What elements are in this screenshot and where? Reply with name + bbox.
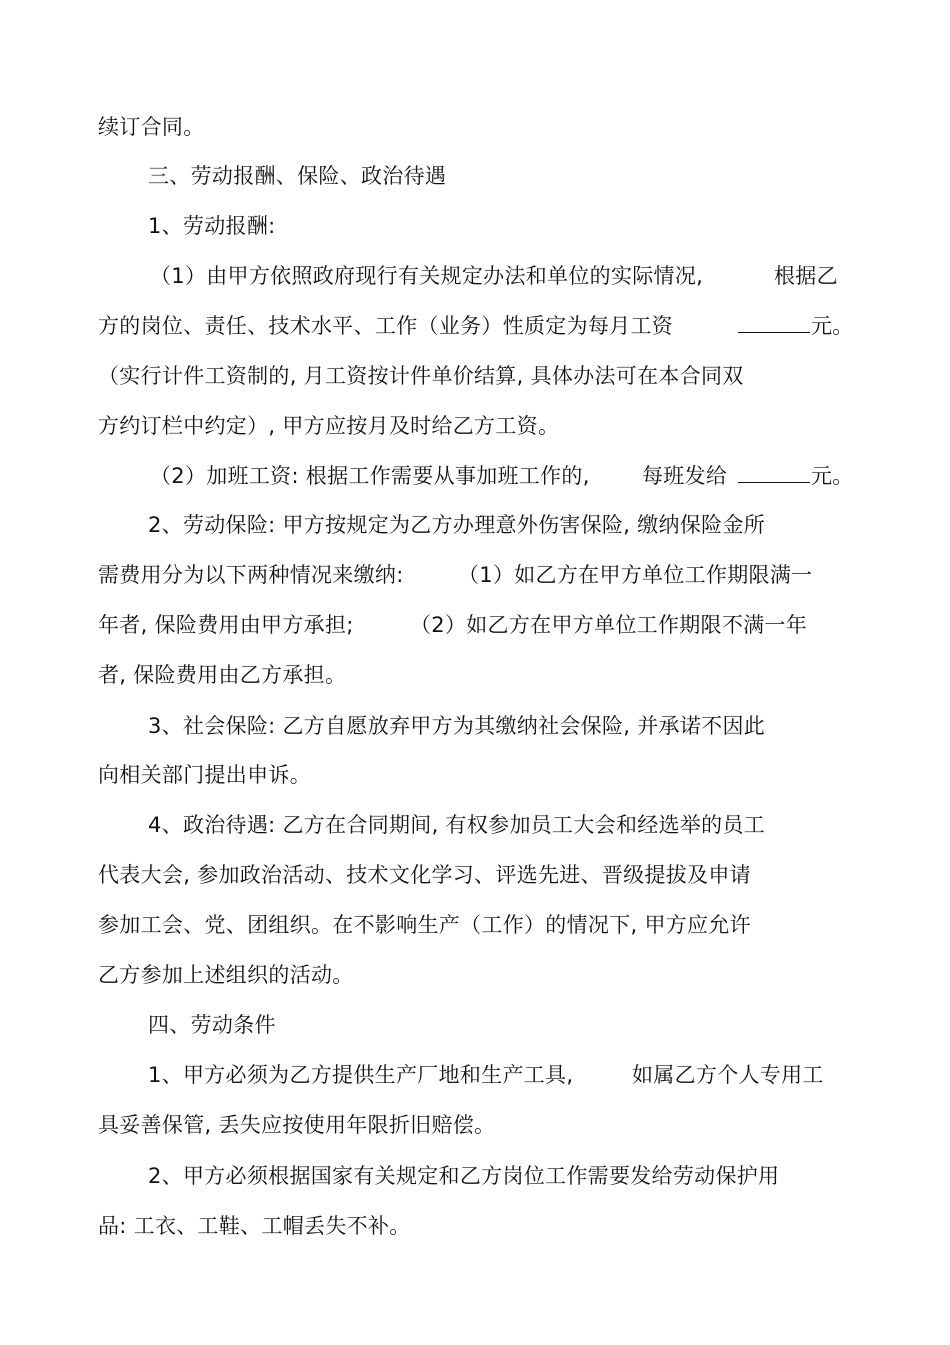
text-line: 参加工会、党、团组织。在不影响生产（工作）的情况下, 甲方应允许: [98, 913, 751, 937]
text-line: 如属乙方个人专用工: [632, 1063, 824, 1087]
text-line: 需费用分为以下两种情况来缴纳:: [98, 563, 404, 587]
text-line: 方约订栏中约定）, 甲方应按月及时给乙方工资。: [98, 414, 560, 438]
salary-blank: [738, 312, 810, 333]
text-line: 向相关部门提出申诉。: [98, 763, 311, 787]
text-line: 续订合同。: [98, 115, 205, 139]
text-line: 品: 工衣、工鞋、工帽丢失不补。: [98, 1214, 411, 1238]
text-line: 2、甲方必须根据国家有关规定和乙方岗位工作需要发给劳动保护用: [148, 1164, 780, 1188]
text-line: 乙方参加上述组织的活动。: [98, 963, 354, 987]
section-heading: 三、劳动报酬、保险、政治待遇: [148, 164, 447, 188]
text-line: 具妥善保管, 丢失应按使用年限折旧赔偿。: [98, 1113, 496, 1137]
text-line: 每班发给: [642, 464, 728, 488]
text-line: 元。: [811, 314, 854, 338]
text-line: 元。: [811, 464, 854, 488]
subsection-heading: 1、劳动报酬:: [148, 214, 276, 238]
text-line: 者, 保险费用由乙方承担。: [98, 663, 347, 687]
text-line: （1）如乙方在甲方单位工作期限满一: [458, 563, 813, 587]
text-line: 根据乙: [774, 264, 838, 288]
text-line: （2）加班工资: 根据工作需要从事加班工作的,: [150, 464, 590, 488]
text-line: （2）如乙方在甲方单位工作期限不满一年: [410, 613, 808, 637]
text-line: 4、政治待遇: 乙方在合同期间, 有权参加员工大会和经选举的员工: [148, 813, 766, 837]
text-line: 3、社会保险: 乙方自愿放弃甲方为其缴纳社会保险, 并承诺不因此: [148, 714, 766, 738]
text-line: 2、劳动保险: 甲方按规定为乙方办理意外伤害保险, 缴纳保险金所: [148, 513, 766, 537]
overtime-blank: [738, 462, 810, 483]
text-line: （实行计件工资制的, 月工资按计件单价结算, 具体办法可在本合同双: [98, 364, 744, 388]
section-heading: 四、劳动条件: [148, 1013, 276, 1037]
text-line: 1、甲方必须为乙方提供生产厂地和生产工具,: [148, 1063, 574, 1087]
text-line: 方的岗位、责任、技术水平、工作（业务）性质定为每月工资: [98, 314, 674, 338]
text-line: （1）由甲方依照政府现行有关规定办法和单位的实际情况,: [150, 264, 704, 288]
text-line: 代表大会, 参加政治活动、技术文化学习、评选先进、晋级提拔及申请: [98, 863, 751, 887]
text-line: 年者, 保险费用由甲方承担;: [98, 613, 354, 637]
